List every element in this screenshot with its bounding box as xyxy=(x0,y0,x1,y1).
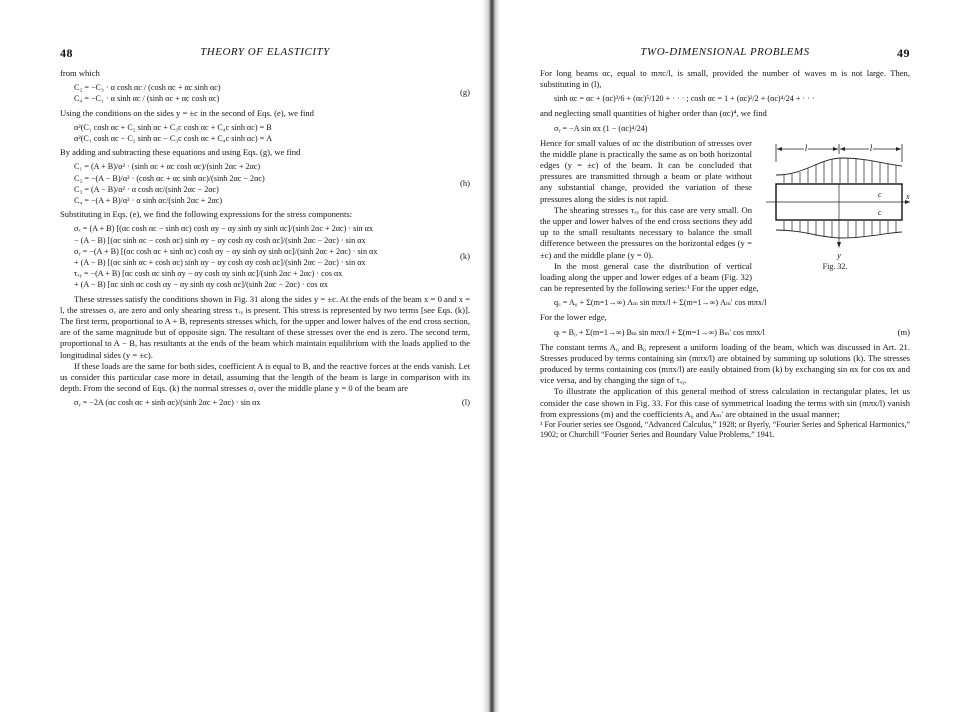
paragraph: The shearing stresses τₓᵧ for this case are very small. On the upper and lower halves of the end cross sections they add up to the small resultants necessary to balance the small difference between the pressures on the horizontal edges (y = ±c) and the middle plane (y = 0). xyxy=(540,204,752,260)
left-running-head xyxy=(60,46,470,62)
left-page-number: 48 xyxy=(60,46,73,60)
right-running-head xyxy=(540,46,910,62)
equation-number: (h) xyxy=(459,177,470,188)
equation-line: C₂ = −C₃ · α cosh αc / (cosh αc + αc sinh αc) xyxy=(74,83,221,93)
right-page-body xyxy=(540,68,910,440)
figure-y-axis-label: y xyxy=(837,250,841,260)
equation-number: (l) xyxy=(461,397,470,408)
equation-line: C₂ = −(A − B)/α² · (cosh αc + αc sinh αc)/(sinh 2αc − 2αc) xyxy=(74,173,265,183)
paragraph: Substituting in Eqs. (e), we find the following expressions for the stress components: xyxy=(60,209,353,220)
figure-32 xyxy=(760,140,910,272)
paragraph: These stresses satisfy the conditions shown in Fig. 31 along the sides y = ±c. At the ends of the beam x = 0 and x = l, the stresses σₓ are zero and only shearing stress τₓᵧ is present. This stress is represented by two terms [see Eqs. (k)]. The first term, proportional to A + B, represents stresses which, for the upper and lower halves of the end cross section, are of the same magnitude but of opposite sign. The resultant of these stresses over the end is zero. The second term, proportional to A − B, has resultants at the ends of the beam which maintain equilibrium with the loads applied to the longitudinal sides (y = ±c). xyxy=(60,293,470,360)
equation-line: sinh αc = αc + (αc)³/6 + (αc)⁵/120 + · · · ; cosh αc = 1 + (αc)²/2 + (αc)⁴/24 + · · · xyxy=(554,94,815,104)
figure-c-label-lower: c xyxy=(878,207,882,217)
left-page xyxy=(60,0,470,712)
paragraph: To illustrate the application of this general method of stress calculation in rectangular plates, let us consider the case shown in Fig. 33. For this case of symmetrical loading the terms with sin (mπx/l) vanish from expressions (m) and the coefficients A₀ and Aₘ′ are obtained in the usual manner; xyxy=(540,386,910,419)
paragraph: Hence for small values of αc the distribution of stresses over the middle plane is practically the same as on both horizontal edges (y = ±c) of the beam. It can be concluded that pressures are transmitted through a beam or plate without any substantial change, provided the variation of these pressures along the sides is not rapid. xyxy=(540,137,752,204)
footnote: ¹ For Fourier series see Osgood, “Advanced Calculus,” 1928; or Byerly, “Fourier Series and Spherical Harmonics,” 1902; or Churchill “Fourier Series and Boundary Value Problems,” 1941. xyxy=(540,420,910,440)
paragraph: If these loads are the same for both sides, coefficient A is equal to B, and the reactive forces at the ends vanish. Let us consider this particular case more in detail, assuming that the length of the beam is large in comparison with its depth. From the second of Eqs. (k) the normal stresses σᵧ over the middle plane y = 0 of the beam are xyxy=(60,360,470,394)
equation-number: (g) xyxy=(459,87,470,98)
equation-line: σₓ = (A + B) [(αc cosh αc − sinh αc) cosh αy − αy sinh αy sinh αc]/(sinh 2αc + 2αc) · sin αx xyxy=(74,224,374,234)
paragraph: By adding and subtracting these equations and using Eqs. (g), we find xyxy=(60,147,301,158)
equation-line: C₃ = (A − B)/α² · α cosh αc/(sinh 2αc − 2αc) xyxy=(74,184,219,194)
paragraph: For long beams αc, equal to mπc/l, is small, provided the number of waves m is not large. Then, substituting in (l), xyxy=(540,68,910,90)
equation-line: qᵤ = A₀ + Σ(m=1→∞) Aₘ sin mπx/l + Σ(m=1→∞) Aₘ′ cos mπx/l xyxy=(554,298,767,308)
figure-32-caption: Fig. 32. xyxy=(822,261,848,271)
right-text-before-figure xyxy=(540,68,910,135)
equation xyxy=(60,397,470,409)
paragraph: and neglecting small quantities of higher order than (αc)⁴, we find xyxy=(540,108,767,119)
left-running-title: THEORY OF ELASTICITY xyxy=(200,46,330,58)
figure-x-axis-label: x xyxy=(906,191,910,201)
equation-line: qₗ = B₀ + Σ(m=1→∞) Bₘ sin mπx/l + Σ(m=1→∞) Bₘ′ cos mπx/l xyxy=(554,327,765,337)
equation-line: C₄ = −C₁ · α sinh αc / (sinh αc + αc cosh αc) xyxy=(74,94,220,104)
right-page-number: 49 xyxy=(897,46,910,60)
equation-line: + (A − B) [αc sinh αc cosh αy − αy sinh αy cosh αc]/(sinh 2αc − 2αc) · cos αx xyxy=(74,280,328,290)
figure-span-label-right: l xyxy=(869,142,873,153)
equation-line: C₁ = (A + B)/α² · (sinh αc + αc cosh αc)/(sinh 2αc + 2αc) xyxy=(74,162,261,172)
book-gutter xyxy=(482,0,500,712)
figure-c-label-upper: c xyxy=(878,189,882,199)
right-page xyxy=(540,0,910,712)
figure-span-label-left: l xyxy=(804,142,808,153)
equation xyxy=(60,82,470,104)
paragraph: In the most general case the distribution of vertical loading along the upper and lower edges of a beam (Fig. 32) can be represented by the following series:¹ For the upper edge, xyxy=(540,260,759,294)
equation xyxy=(60,223,470,290)
paragraph: The constant terms A₀ and B₀ represent a uniform loading of the beam, which was discussed in Art. 21. Stresses produced by terms containing sin (mπx/l) are obtained by summing up solutions (k). The stresses produced by terms containing cos (mπx/l) are easily obtained from (k) by exchanging sin αx for cos αx and vice versa, and by changing the sign of τₓᵧ. xyxy=(540,341,910,386)
equation-line: α²(C₁ cosh αc + C₂ sinh αc + C₃c cosh αc + C₄c sinh αc) = B xyxy=(74,122,272,132)
equation-number: (k) xyxy=(459,251,470,262)
equation-line: τₓᵧ = −(A + B) [αc cosh αc sinh αy − αy cosh αy sinh αc]/(sinh 2αc + 2αc) · cos αx xyxy=(74,269,343,279)
equation-line: C₄ = −(A + B)/α² · α sinh αc/(sinh 2αc + 2αc) xyxy=(74,196,223,206)
equation xyxy=(540,297,910,309)
equation-line: σᵧ = −2A (αc cosh αc + sinh αc)/(sinh 2αc + 2αc) · sin αx xyxy=(74,398,261,408)
equation-line: σᵧ = −(A + B) [(αc cosh αc + sinh αc) cosh αy − αy sinh αy sinh αc]/(sinh 2αc + 2αc) · sin αx xyxy=(74,246,378,256)
figure-32-drawing xyxy=(760,140,910,260)
paragraph: Using the conditions on the sides y = ±c in the second of Eqs. (e), we find xyxy=(60,107,314,118)
equation xyxy=(60,122,470,144)
paragraph: from which xyxy=(60,68,100,78)
equation xyxy=(540,123,910,135)
right-running-title: TWO-DIMENSIONAL PROBLEMS xyxy=(640,46,810,58)
equation xyxy=(540,327,910,339)
equation-line: + (A − B) [(αc sinh αc + cosh αc) sinh αy − αy cosh αy cosh αc]/(sinh 2αc − 2αc) · sin αx xyxy=(74,258,366,268)
equation xyxy=(540,93,910,105)
paragraph: For the lower edge, xyxy=(540,312,607,323)
left-page-body xyxy=(60,68,470,412)
equation-number: (m) xyxy=(897,326,910,337)
equation xyxy=(60,161,470,206)
equation-line: − (A − B) [(αc sinh αc − cosh αc) sinh αy − αy cosh αy cosh αc]/(sinh 2αc − 2αc) · sin αx xyxy=(74,235,366,245)
equation-line: α²(C₁ cosh αc − C₂ sinh αc − C₃c cosh αc + C₄c sinh αc) = A xyxy=(74,134,273,144)
equation-line: σᵧ = −A sin αx (1 − (αc)⁴/24) xyxy=(554,123,648,133)
